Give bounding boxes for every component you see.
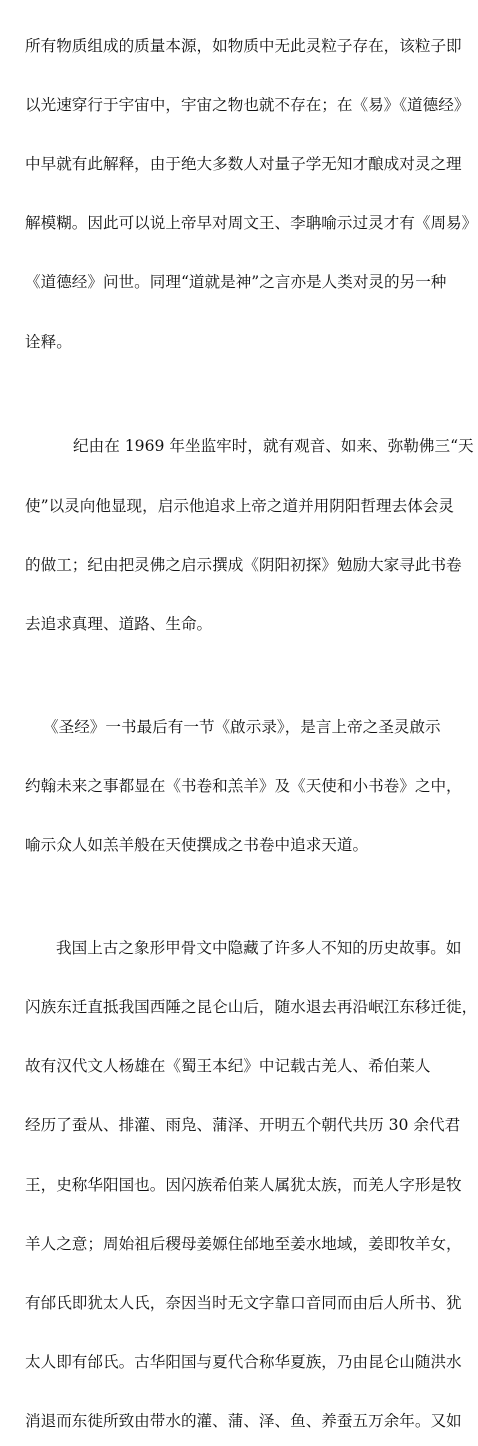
text-line: 有邰氏即犹太人氏，奈因当时无文字靠口音同而由后人所书、犹: [25, 1293, 462, 1312]
text-line: 故有汉代文人杨雄在《蜀王本纪》中记载古羌人、希伯莱人: [25, 1057, 431, 1076]
text-line: 诠释。: [25, 332, 72, 351]
paragraph-4: [25, 904, 478, 1446]
text-line: 解模糊。因此可以说上帝早对周文王、李聃喻示过灵才有《周易》: [25, 214, 478, 233]
paragraph-3: [25, 683, 470, 890]
text-line: 以光速穿行于宇宙中，宇宙之物也就不存在；在《易》《道德经》: [25, 95, 470, 114]
text-line: 喻示众人如羔羊般在天使撰成之书卷中追求天道。: [25, 836, 369, 855]
paragraph-2: [25, 403, 474, 669]
text-line: 约翰未来之事都显在《书卷和羔羊》及《天使和小书卷》之中，: [25, 776, 462, 795]
text-line: 消退而东徙所致由带水的灌、蒲、泽、鱼、养蚕五万余年。又如: [25, 1412, 462, 1431]
text-line: 使”以灵向他显现，启示他追求上帝之道并用阴阳哲理去体会灵: [25, 496, 455, 515]
text-line: 去追求真理、道路、生命。: [25, 614, 213, 633]
text-line: 中早就有此解释，由于绝大多数人对量子学无知才酿成对灵之理: [25, 154, 462, 173]
text-line: 太人即有邰氏。古华阳国与夏代合称华夏族，乃由昆仑山随洪水: [25, 1353, 462, 1372]
text-line: 闪族东迁直抵我国西陲之昆仑山后，随水退去再沿岷江东移迁徙，: [25, 998, 478, 1016]
text-line: 所有物质组成的质量本源，如物质中无此灵粒子存在，该粒子即: [25, 36, 462, 55]
text-line: 《圣经》一书最后有一节《啟示录》，是言上帝之圣灵啟示: [43, 717, 441, 736]
paragraph-1: [25, 2, 478, 387]
text-line: 《道德经》问世。同理“道就是神”之言亦是人类对灵的另一种: [25, 273, 447, 292]
text-line: 经历了蚕从、排灌、雨凫、蒲泽、开明五个朝代共历 30 余代君: [25, 1116, 461, 1135]
text-line: 纪由在 1969 年坐监牢时，就有观音、如来、弥勒佛三“天: [73, 437, 474, 456]
text-line: 羊人之意；周始祖后稷母姜嫄住邰地至姜水地域，姜即牧羊女，: [25, 1234, 462, 1253]
text-line: 王，史称华阳国也。因闪族希伯莱人属犹太族，而羌人字形是牧: [25, 1175, 462, 1194]
text-line: 的做工；纪由把灵佛之启示撰成《阴阳初探》勉励大家寻此书卷: [25, 555, 462, 574]
text-line: 我国上古之象形甲骨文中隐藏了许多人不知的历史故事。如: [56, 938, 462, 957]
